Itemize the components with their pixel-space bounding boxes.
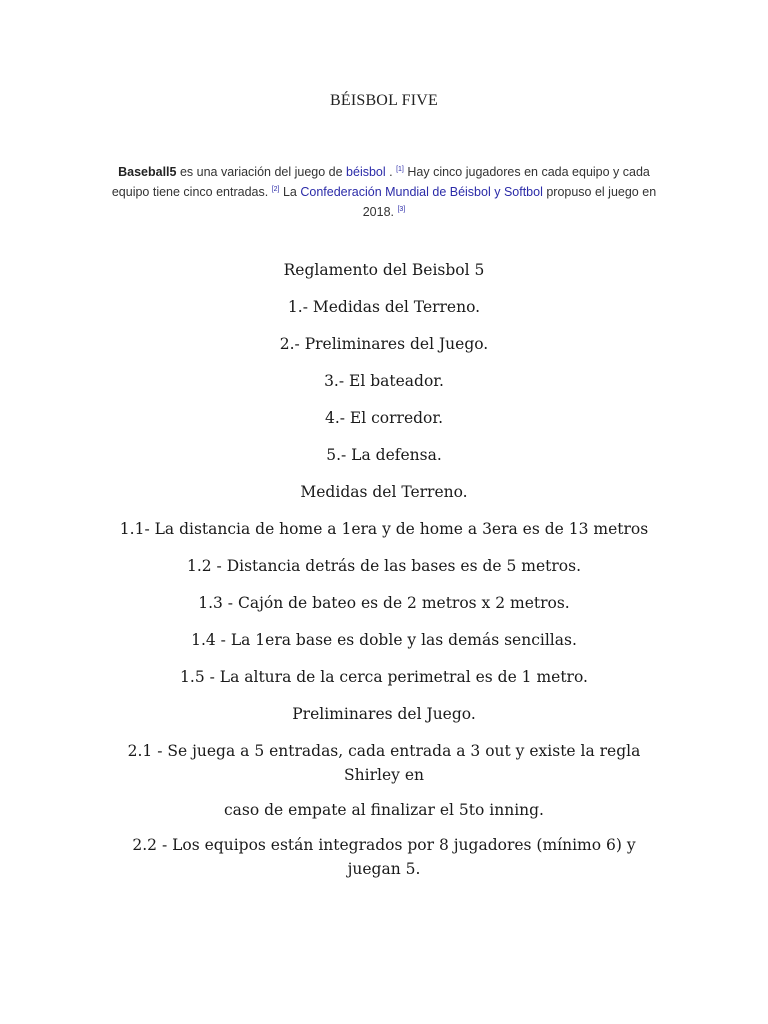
rule-item: 1.3 - Cajón de bateo es de 2 metros x 2 metros. [198, 594, 570, 612]
intro-text-2: . [385, 165, 397, 179]
rule-item-continuation: caso de empate al finalizar el 5to inning. [224, 801, 544, 819]
intro-text-3: Hay cinco jugadores en cada equipo y cada equipo tiene cinco entradas. [111, 165, 650, 199]
rule-item: 1.4 - La 1era base es doble y las demás sencillas. [191, 631, 577, 649]
rules-index-item: 1.- Medidas del Terreno. [287, 298, 481, 316]
rule-item: 1.1- La distancia de home a 1era y de home a 3era es de 13 metros [119, 520, 649, 538]
section-heading: Preliminares del Juego. [292, 705, 476, 723]
document-title: BÉISBOL FIVE [329, 92, 439, 109]
reference-2[interactable]: [2] [271, 185, 280, 193]
rules-index-item: 4.- El corredor. [324, 409, 444, 427]
intro-text-1: es una variación del juego de [176, 165, 347, 179]
rule-item: 2.2 - Los equipos están integrados por 8 jugadores (mínimo 6) y juegan 5. [132, 836, 636, 878]
intro-bold-term: Baseball5 [118, 165, 177, 179]
intro-paragraph [100, 162, 668, 222]
intro-text-4: La [279, 185, 301, 199]
rules-index-item: 2.- Preliminares del Juego. [279, 335, 489, 353]
rule-item: 1.5 - La altura de la cerca perimetral es de 1 metro. [180, 668, 588, 686]
rules-index-item: 3.- El bateador. [324, 372, 444, 390]
rules-heading: Reglamento del Beisbol 5 [283, 261, 485, 279]
rule-item: 1.2 - Distancia detrás de las bases es de 5 metros. [186, 557, 582, 575]
intro-text-5: propuso el juego en 2018. [362, 185, 657, 219]
section-heading: Medidas del Terreno. [300, 483, 468, 501]
reference-3[interactable]: [3] [397, 205, 406, 213]
rules-body [0, 258, 768, 881]
rules-index-item: 5.- La defensa. [326, 446, 442, 464]
link-beisbol[interactable]: béisbol [346, 165, 386, 179]
link-confederacion[interactable]: Confederación Mundial de Béisbol y Softbol [300, 185, 543, 199]
reference-1[interactable]: [1] [396, 165, 404, 173]
rule-item: 2.1 - Se juega a 5 entradas, cada entrada a 3 out y existe la regla Shirley en [127, 742, 641, 784]
